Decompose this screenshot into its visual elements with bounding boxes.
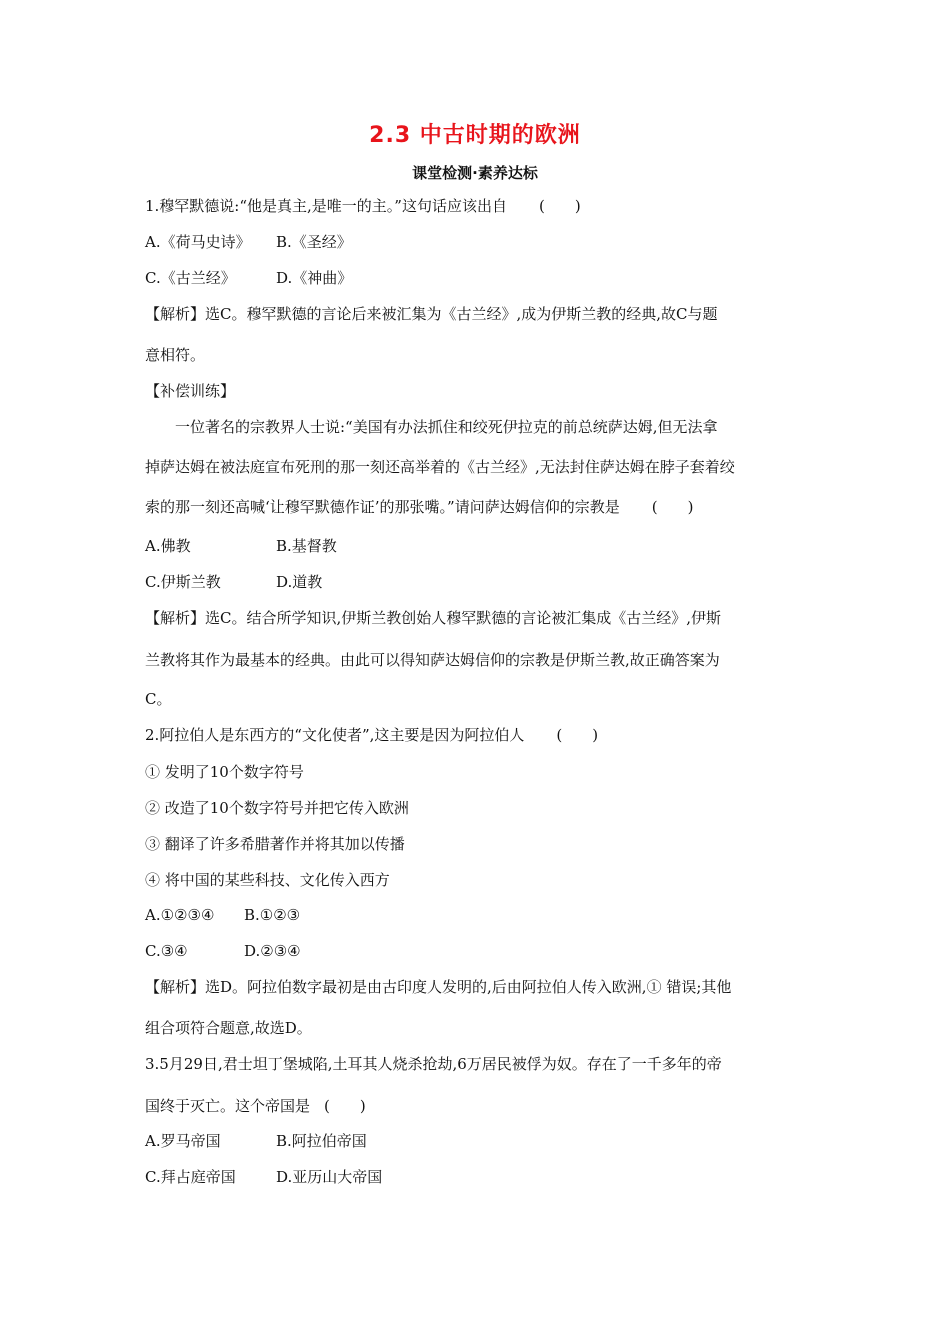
q2-answer-paren: ( ) [556,726,599,744]
q2-analysis-line-1: 【解析】选D。阿拉伯数字最初是由古印度人发明的,后由阿拉伯人传入欧洲,① 错误;其他 [145,978,732,996]
q1-options-cd [145,268,352,288]
supplement-analysis-line-1: 【解析】选C。结合所学知识,伊斯兰教创始人穆罕默德的言论被汇集成《古兰经》,伊斯 [145,609,722,627]
q2-option-c: C.③④ [145,942,188,960]
supplement-label: 【补偿训练】 [145,382,236,400]
supplement-option-b: B.基督教 [276,537,337,555]
q1-option-c: C.《古兰经》 [145,269,236,287]
q2-stem: 2.阿拉伯人是东西方的“文化使者”,这主要是因为阿拉伯人 [145,726,525,744]
supplement-option-c: C.伊斯兰教 [145,573,221,591]
q2-option-a: A.①②③④ [145,906,215,924]
supplement-options-cd [145,572,322,592]
q1-answer-paren: ( ) [538,197,581,215]
q2-item-1: ① 发明了10个数字符号 [145,763,304,781]
q3-option-d: D.亚历山大帝国 [276,1168,383,1186]
page-title: 2.3 中古时期的欧洲 [369,123,581,148]
supplement-analysis-line-3: C。 [145,690,172,708]
q2-stem-line [145,725,598,745]
q1-analysis-line-1: 【解析】选C。穆罕默德的言论后来被汇集为《古兰经》,成为伊斯兰教的经典,故C与题 [145,305,718,323]
q3-option-a: A.罗马帝国 [145,1132,221,1150]
q1-options-ab [145,232,352,252]
q1-option-d: D.《神曲》 [276,269,353,287]
supplement-options-ab [145,536,337,556]
supplement-stem-text: 索的那一刻还高喊‘让穆罕默德作证’的那张嘴。”请问萨达姆信仰的宗教是 [145,498,620,516]
q2-analysis-line-2: 组合项符合题意,故选D。 [145,1019,312,1037]
q3-option-b: B.阿拉伯帝国 [276,1132,367,1150]
q3-stem-line-2 [145,1096,366,1116]
q1-stem: 1.穆罕默德说:“他是真主,是唯一的主。”这句话应该出自 [145,197,507,215]
supplement-stem-line-3 [145,497,693,517]
supplement-stem-line-1: 一位著名的宗教界人士说:“美国有办法抓住和绞死伊拉克的前总统萨达姆,但无法拿 [175,418,718,436]
q2-item-4: ④ 将中国的某些科技、文化传入西方 [145,871,390,889]
q3-answer-paren: ( ) [324,1097,366,1115]
supplement-answer-paren: ( ) [651,498,694,516]
supplement-option-a: A.佛教 [145,537,191,555]
q3-stem-line-1: 3.5月29日,君士坦丁堡城陷,土耳其人烧杀抢劫,6万居民被俘为奴。存在了一千多年的帝 [145,1055,722,1073]
q2-item-3: ③ 翻译了许多希腊著作并将其加以传播 [145,835,405,853]
q3-options-ab [145,1131,367,1151]
q3-option-c: C.拜占庭帝国 [145,1168,236,1186]
supplement-stem-line-2: 掉萨达姆在被法庭宣布死刑的那一刻还高举着的《古兰经》,无法封住萨达姆在脖子套着绞 [145,458,735,476]
q2-item-2: ② 改造了10个数字符号并把它传入欧洲 [145,799,409,817]
supplement-option-d: D.道教 [276,573,323,591]
q2-option-d: D.②③④ [244,942,301,960]
q1-option-a: A.《荷马史诗》 [145,233,251,251]
q2-options-cd [145,941,301,961]
section-subtitle: 课堂检测·素养达标 [412,164,538,182]
q3-stem-text: 国终于灭亡。这个帝国是 [145,1097,311,1115]
q2-options-ab [145,905,300,925]
supplement-analysis-line-2: 兰教将其作为最基本的经典。由此可以得知萨达姆信仰的宗教是伊斯兰教,故正确答案为 [145,651,720,669]
q1-option-b: B.《圣经》 [276,233,352,251]
q1-stem-line [145,196,581,216]
q3-options-cd [145,1167,382,1187]
q1-analysis-line-2: 意相符。 [145,346,206,364]
q2-option-b: B.①②③ [244,906,301,924]
